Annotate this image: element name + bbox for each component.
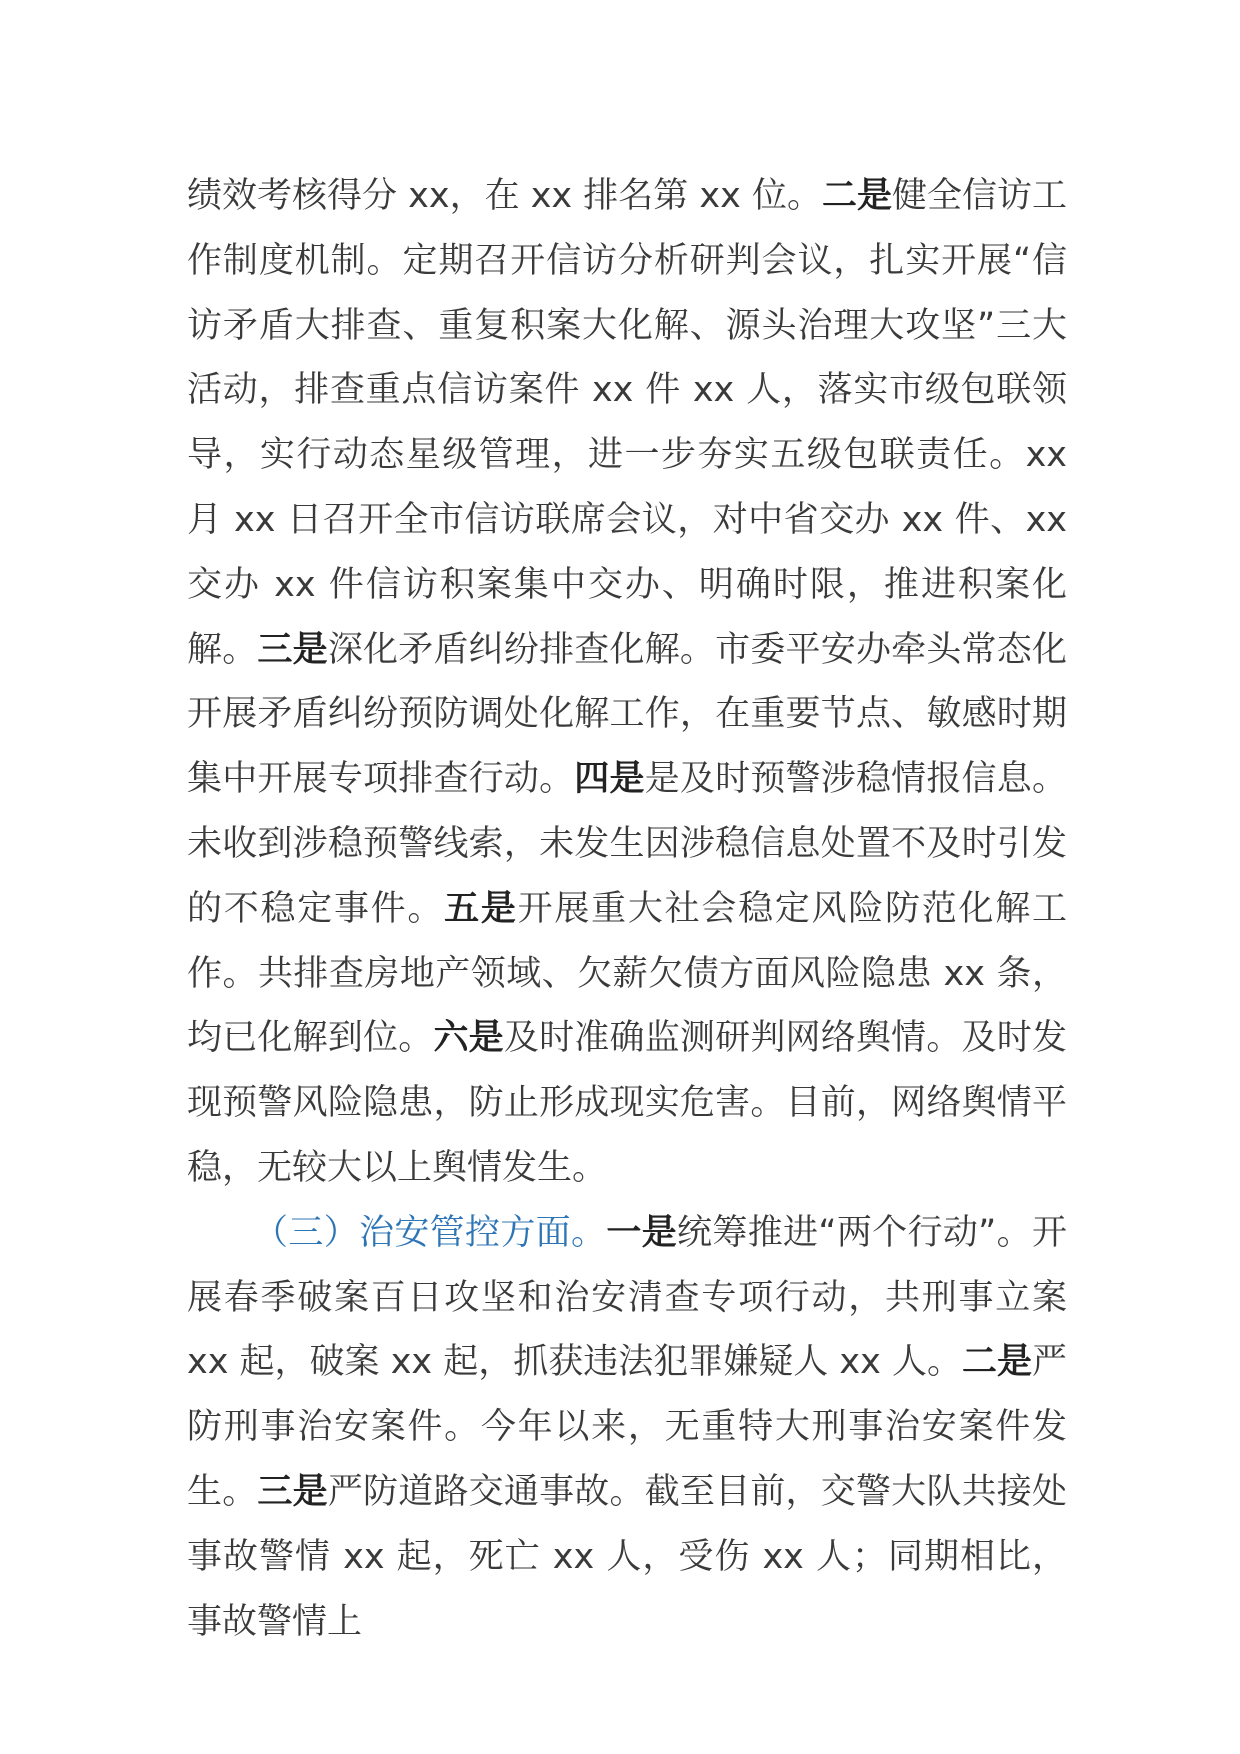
bold-keyword: 六是 [433, 1018, 504, 1059]
paragraph-2 [187, 1201, 1067, 1655]
bold-keyword: 二是 [961, 1342, 1032, 1383]
text-run: 深化矛盾纠纷排查化解。市委平安办牵头常态化开展矛盾纠纷预防调处化解工作，在重要节点、敏感时期集中开展专项排查行动。 [187, 629, 1067, 800]
bold-keyword: 五是 [444, 888, 518, 929]
text-run: 开展重大社会稳定风险防范化解工作。共排查房地产领域、欠薪欠债方面风险隐患 xx 条，均已化解到位。 [187, 888, 1067, 1059]
bold-keyword: 二是 [821, 176, 892, 216]
text-run: 绩效考核得分 xx，在 xx 排名第 xx 位。 [187, 176, 822, 216]
bold-keyword: 一是 [606, 1212, 678, 1253]
document-body [187, 164, 1067, 1654]
paragraph-1 [187, 164, 1067, 1201]
text-run: 及时准确监测研判网络舆情。及时发现预警风险隐患，防止形成现实危害。目前，网络舆情平稳，无较大以上舆情发生。 [187, 1018, 1067, 1188]
text-run: 统筹推进“两个行动”。开展春季破案百日攻坚和治安清查专项行动，共刑事立案 xx 起，破案 xx 起，抓获违法犯罪嫌疑人 xx 人。 [187, 1212, 1067, 1383]
bold-keyword: 三是 [257, 1471, 328, 1512]
text-run: 健全信访工作制度机制。定期召开信访分析研判会议，扎实开展“信访矛盾大排查、重复积案大化解、源头治理大攻坚”三大活动，排查重点信访案件 xx 件 xx 人，落实市级包联领导，实行动态星级管理，进一步夯实五级包联责任。xx 月 xx 日召开全市信访联席会议，对中省交办 xx 件、xx 交办 xx 件信访积案集中交办、明确时限，推进积案化解。 [187, 176, 1067, 670]
text-run: 严防道路交通事故。截至目前，交警大队共接处事故警情 xx 起，死亡 xx 人，受伤 xx 人；同期相比，事故警情上 [187, 1471, 1067, 1642]
bold-keyword: 三是 [257, 629, 328, 670]
bold-keyword: 四是 [574, 759, 645, 800]
text-run: 严防刑事治安案件。今年以来，无重特大刑事治安案件发生。 [187, 1342, 1067, 1512]
text-run: 是及时预警涉稳情报信息。未收到涉稳预警线索，未发生因涉稳信息处置不及时引发的不稳定事件。 [187, 759, 1067, 929]
section-heading: （三）治安管控方面。 [253, 1212, 607, 1253]
